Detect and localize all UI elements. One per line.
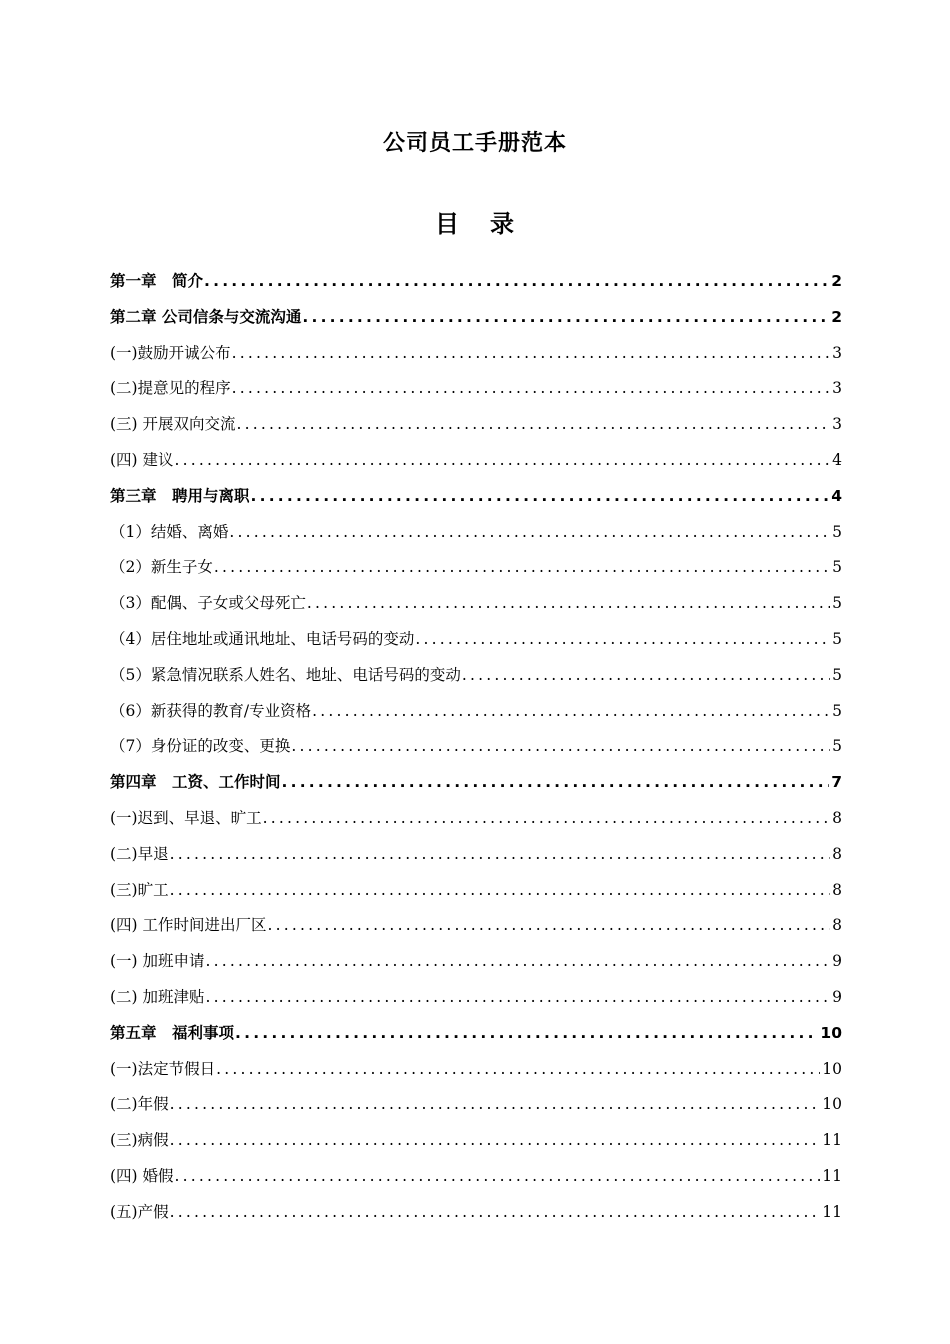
toc-entry-label: (一)法定节假日 (110, 1059, 216, 1078)
toc-entry[interactable] (110, 1159, 842, 1195)
toc-entry-label: (一) 加班申请 (110, 952, 205, 971)
toc-entry-label: (二)早退 (110, 844, 169, 863)
toc-entry-page: 3 (832, 415, 842, 434)
dot-leader (268, 908, 831, 944)
toc-entry-label: (一)迟到、早退、旷工 (110, 808, 262, 827)
dot-leader (214, 550, 830, 586)
toc-entry[interactable] (110, 694, 842, 730)
toc-entry-page: 5 (832, 558, 842, 577)
toc-entry-label: （6）新获得的教育/专业资格 (110, 701, 312, 720)
toc-entry[interactable] (110, 1195, 842, 1231)
dot-leader (170, 837, 831, 873)
dot-leader (175, 1159, 821, 1195)
toc-entry[interactable] (110, 980, 842, 1016)
toc-entry-page: 8 (832, 808, 842, 827)
toc-entry-label: (二)年假 (110, 1095, 169, 1114)
toc-heading-right: 录 (490, 210, 515, 238)
toc-heading-left: 目 (435, 210, 460, 238)
dot-leader (237, 407, 831, 443)
toc-entry-label: 第四章 工资、工作时间 (110, 773, 281, 792)
toc-heading (0, 204, 950, 239)
toc-entry-page: 5 (832, 522, 842, 541)
toc-entry[interactable] (110, 944, 842, 980)
toc-entry[interactable] (110, 873, 842, 909)
dot-leader (415, 622, 830, 658)
toc-entry-page: 5 (832, 594, 842, 613)
toc-entry-page: 10 (820, 1023, 842, 1042)
toc-entry-page: 5 (832, 665, 842, 684)
dot-leader (206, 944, 831, 980)
toc-entry[interactable] (110, 336, 842, 372)
toc-entry-page: 2 (831, 307, 842, 326)
toc-entry-page: 11 (822, 1166, 842, 1185)
document-title: 公司员工手册范本 (382, 131, 567, 156)
dot-leader (206, 980, 831, 1016)
toc-entry[interactable] (110, 729, 842, 765)
toc-entry[interactable] (110, 479, 842, 515)
toc-entry-page: 7 (831, 773, 842, 792)
toc-entry[interactable] (110, 300, 842, 336)
toc-entry[interactable] (110, 586, 842, 622)
dot-leader (251, 479, 830, 515)
toc-entry[interactable] (110, 371, 842, 407)
dot-leader (170, 873, 831, 909)
toc-entry-label: (一)鼓励开诚公布 (110, 343, 231, 362)
dot-leader (232, 336, 831, 372)
toc-entry-page: 9 (832, 952, 842, 971)
dot-leader (312, 694, 830, 730)
toc-entry-page: 2 (831, 272, 842, 290)
dot-leader (282, 765, 830, 801)
toc-entry-label: （7）身份证的改变、更换 (110, 737, 291, 756)
toc-entry-page: 8 (832, 844, 842, 863)
toc-entry-label: （3）配偶、子女或父母死亡 (110, 594, 306, 613)
toc-entry-label: (三)病假 (110, 1131, 169, 1150)
toc-entry-page: 8 (832, 916, 842, 935)
toc-entry-page: 10 (822, 1095, 842, 1114)
toc-entry-label: (二)提意见的程序 (110, 379, 231, 398)
toc-entry-label: 第一章 简介 (110, 272, 204, 290)
toc-entry-label: (三)旷工 (110, 880, 169, 899)
toc-entry-label: (三) 开展双向交流 (110, 415, 236, 434)
toc-entry-page: 10 (822, 1059, 842, 1078)
dot-leader (232, 371, 831, 407)
toc-entry-page: 11 (822, 1131, 842, 1150)
toc-entry[interactable] (110, 550, 842, 586)
toc-entry[interactable] (110, 1052, 842, 1088)
dot-leader (170, 1123, 821, 1159)
toc-entry-label: 第二章 公司信条与交流沟通 (110, 307, 302, 326)
toc-entry-label: (四) 婚假 (110, 1166, 174, 1185)
toc-entry-page: 3 (832, 379, 842, 398)
toc-entry[interactable] (110, 908, 842, 944)
toc-entry-page: 4 (832, 450, 842, 469)
toc-entry[interactable] (110, 443, 842, 479)
dot-leader (462, 658, 830, 694)
dot-leader (263, 801, 831, 837)
toc-entry[interactable] (110, 1016, 842, 1052)
toc-entry[interactable] (110, 801, 842, 837)
dot-leader (170, 1087, 821, 1123)
toc-entry-page: 8 (832, 880, 842, 899)
toc-entry-label: (五)产假 (110, 1202, 169, 1221)
dot-leader (307, 586, 830, 622)
dot-leader (235, 1016, 818, 1052)
toc-entry-label: (四) 建议 (110, 450, 174, 469)
toc-entry[interactable] (110, 407, 842, 443)
toc-entry[interactable] (110, 837, 842, 873)
toc-entry[interactable] (110, 622, 842, 658)
toc-entry[interactable] (110, 765, 842, 801)
dot-leader (216, 1052, 820, 1088)
toc-entry[interactable] (110, 1123, 842, 1159)
toc-entry-label: （4）居住地址或通讯地址、电话号码的变动 (110, 629, 415, 648)
toc-entry[interactable] (110, 515, 842, 551)
dot-leader (204, 264, 829, 300)
dot-leader (302, 300, 829, 336)
toc-entry-page: 5 (832, 629, 842, 648)
toc-entry-label: (四) 工作时间进出厂区 (110, 916, 267, 935)
toc-entry[interactable] (110, 264, 842, 300)
toc-entry[interactable] (110, 658, 842, 694)
dot-leader (170, 1195, 821, 1231)
toc-entry-page: 11 (822, 1202, 842, 1221)
toc-entry-label: （2）新生子女 (110, 558, 213, 577)
toc-entry-page: 9 (832, 987, 842, 1006)
toc-entry-page: 5 (832, 737, 842, 756)
dot-leader (229, 515, 830, 551)
toc-entry-label: (二) 加班津贴 (110, 987, 205, 1006)
toc-entry-page: 5 (832, 701, 842, 720)
toc-entry-label: （1）结婚、离婚 (110, 522, 229, 541)
toc-entry-label: （5）紧急情况联系人姓名、地址、电话号码的变动 (110, 665, 461, 684)
toc-entry-page: 4 (831, 486, 842, 505)
dot-leader (291, 729, 830, 765)
toc-entry-label: 第五章 福利事项 (110, 1023, 235, 1042)
toc-entry-page: 3 (832, 343, 842, 362)
toc-entry-label: 第三章 聘用与离职 (110, 486, 250, 505)
table-of-contents (110, 264, 842, 1231)
dot-leader (175, 443, 831, 479)
toc-entry[interactable] (110, 1087, 842, 1123)
